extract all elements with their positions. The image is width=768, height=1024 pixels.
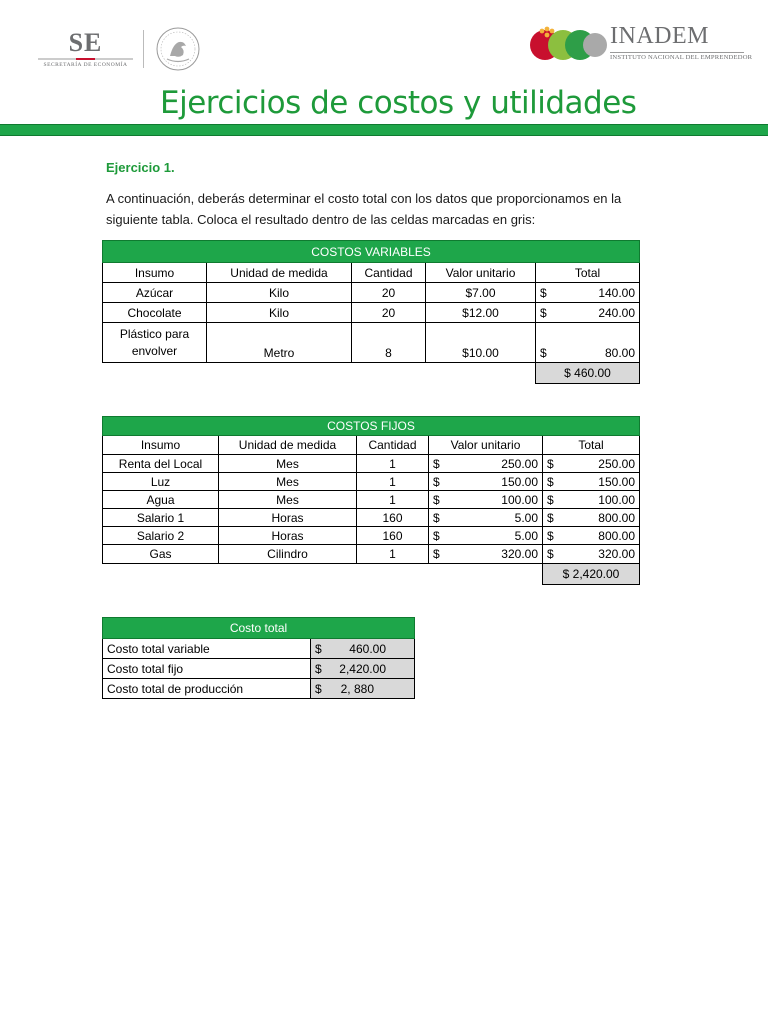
cell-unidad: Mes [219, 455, 357, 473]
column-header: Valor unitario [426, 263, 536, 283]
fixed-costs-table [102, 416, 640, 585]
cell-valor [429, 455, 543, 473]
cell-valor [429, 491, 543, 509]
cell-unidad: Kilo [207, 303, 352, 323]
amount: 150.00 [598, 474, 635, 489]
table-row [103, 659, 415, 679]
cell-insumo: Renta del Local [103, 455, 219, 473]
variable-costs-table [102, 240, 640, 384]
se-logo-subtitle: SECRETARÍA DE ECONOMÍA [43, 62, 128, 68]
document-header [0, 0, 768, 80]
currency-symbol: $ [540, 305, 547, 320]
table-row [103, 639, 415, 659]
currency-symbol: $ [315, 681, 322, 696]
cell-unidad: Mes [219, 473, 357, 491]
intro-paragraph: A continuación, deberás determinar el costo total con los datos que proporcionamos en la siguiente tabla. Coloca el resultado dentro de las celdas marcadas en gris: [106, 191, 622, 227]
currency-symbol: $ [547, 474, 554, 489]
currency-symbol: $ [547, 510, 554, 525]
column-header: Cantidad [352, 263, 426, 283]
currency-symbol: $ [540, 346, 547, 360]
cell-cantidad: 160 [357, 527, 429, 545]
cell-total [543, 527, 640, 545]
cell-valor [429, 509, 543, 527]
amount: 800.00 [598, 528, 635, 543]
currency-symbol: $ [547, 528, 554, 543]
amount: 320.00 [501, 547, 538, 561]
cell-cantidad: 8 [352, 323, 426, 363]
cell-cantidad: 20 [352, 303, 426, 323]
cell-unidad: Kilo [207, 283, 352, 303]
se-logo-rule [38, 58, 133, 60]
currency-symbol: $ [540, 285, 547, 300]
cell-insumo: Gas [103, 545, 219, 564]
cell-total [543, 455, 640, 473]
amount: 2,420.00 [339, 661, 386, 676]
column-header: Unidad de medida [219, 436, 357, 455]
cell-cantidad: 1 [357, 473, 429, 491]
table-row [103, 283, 640, 303]
column-header: Valor unitario [429, 436, 543, 455]
column-header: Insumo [103, 263, 207, 283]
amount: 5.00 [514, 510, 538, 525]
variable-costs-sum-cell[interactable]: $ 460.00 [536, 363, 640, 384]
exercise-label: Ejercicio 1. [106, 160, 175, 175]
cell-label: Costo total variable [103, 639, 311, 659]
amount: 250.00 [598, 456, 635, 471]
cell-value[interactable] [311, 679, 415, 699]
amount: 100.00 [598, 492, 635, 507]
inadem-logo-subtitle: INSTITUTO NACIONAL DEL EMPRENDEDOR [610, 54, 753, 61]
column-header: Unidad de medida [207, 263, 352, 283]
cell-valor: $10.00 [426, 323, 536, 363]
amount: 80.00 [604, 346, 636, 360]
cell-valor [429, 473, 543, 491]
amount: 250.00 [501, 456, 538, 471]
currency-symbol: $ [433, 492, 440, 507]
title-green-bar [0, 124, 768, 136]
cell-value[interactable] [311, 659, 415, 679]
se-logo-text: SE [68, 28, 103, 57]
table-row [103, 545, 640, 564]
cell-cantidad: 20 [352, 283, 426, 303]
currency-symbol: $ [547, 456, 554, 471]
variable-costs-title: COSTOS VARIABLES [103, 241, 640, 263]
cell-insumo: Agua [103, 491, 219, 509]
inadem-logo-text: INADEM [610, 23, 709, 49]
currency-symbol: $ [433, 510, 440, 525]
currency-symbol: $ [315, 641, 322, 656]
cell-total [536, 323, 640, 363]
cell-unidad: Horas [219, 527, 357, 545]
cell-insumo: Plástico para envolver [103, 323, 207, 363]
spacer-cell [103, 564, 543, 585]
currency-symbol: $ [433, 528, 440, 543]
column-header: Total [543, 436, 640, 455]
cell-cantidad: 1 [357, 455, 429, 473]
table-row [103, 679, 415, 699]
fixed-costs-title: COSTOS FIJOS [103, 417, 640, 436]
cell-total [543, 545, 640, 564]
amount: 100.00 [501, 492, 538, 507]
table-row [103, 491, 640, 509]
header-divider [143, 30, 144, 68]
cell-unidad: Metro [207, 323, 352, 363]
table-row [103, 527, 640, 545]
cell-total [543, 473, 640, 491]
column-header: Cantidad [357, 436, 429, 455]
table-row [103, 303, 640, 323]
column-header: Insumo [103, 436, 219, 455]
currency-symbol: $ [433, 456, 440, 471]
cell-valor: $7.00 [426, 283, 536, 303]
cell-unidad: Horas [219, 509, 357, 527]
amount: 460.00 [349, 641, 386, 656]
amount: 150.00 [501, 474, 538, 489]
amount: 240.00 [598, 305, 636, 320]
cell-insumo: Chocolate [103, 303, 207, 323]
cell-insumo: Salario 2 [103, 527, 219, 545]
cell-value[interactable] [311, 639, 415, 659]
amount: 800.00 [598, 510, 635, 525]
mexico-seal-icon [153, 26, 203, 72]
cell-insumo: Azúcar [103, 283, 207, 303]
cell-label: Costo total de producción [103, 679, 311, 699]
inadem-logo-rule [610, 52, 744, 53]
cell-cantidad: 1 [357, 491, 429, 509]
cell-valor: $12.00 [426, 303, 536, 323]
fixed-costs-sum-cell[interactable]: $ 2,420.00 [543, 564, 640, 585]
cell-label: Costo total fijo [103, 659, 311, 679]
cell-insumo: Luz [103, 473, 219, 491]
spacer-cell [103, 363, 536, 384]
amount: 140.00 [598, 285, 636, 300]
total-cost-title: Costo total [103, 618, 415, 639]
amount: 5.00 [514, 528, 538, 543]
table-row [103, 509, 640, 527]
cell-valor [429, 545, 543, 564]
cell-total [536, 303, 640, 323]
cell-total [543, 509, 640, 527]
total-cost-table [102, 617, 415, 699]
se-logo [38, 30, 133, 68]
currency-symbol: $ [547, 492, 554, 507]
currency-symbol: $ [547, 547, 554, 561]
cell-total [543, 491, 640, 509]
cell-cantidad: 160 [357, 509, 429, 527]
currency-symbol: $ [315, 661, 322, 676]
page-title: Ejercicios de costos y utilidades [160, 85, 637, 121]
table-row [103, 473, 640, 491]
inadem-circles-icon [528, 24, 608, 64]
cell-unidad: Cilindro [219, 545, 357, 564]
currency-symbol: $ [433, 474, 440, 489]
table-row [103, 323, 640, 363]
cell-total [536, 283, 640, 303]
amount: 2, 880 [340, 681, 374, 696]
cell-unidad: Mes [219, 491, 357, 509]
column-header: Total [536, 263, 640, 283]
cell-valor [429, 527, 543, 545]
currency-symbol: $ [433, 547, 440, 561]
cell-cantidad: 1 [357, 545, 429, 564]
cell-insumo: Salario 1 [103, 509, 219, 527]
table-row [103, 455, 640, 473]
amount: 320.00 [598, 547, 635, 561]
